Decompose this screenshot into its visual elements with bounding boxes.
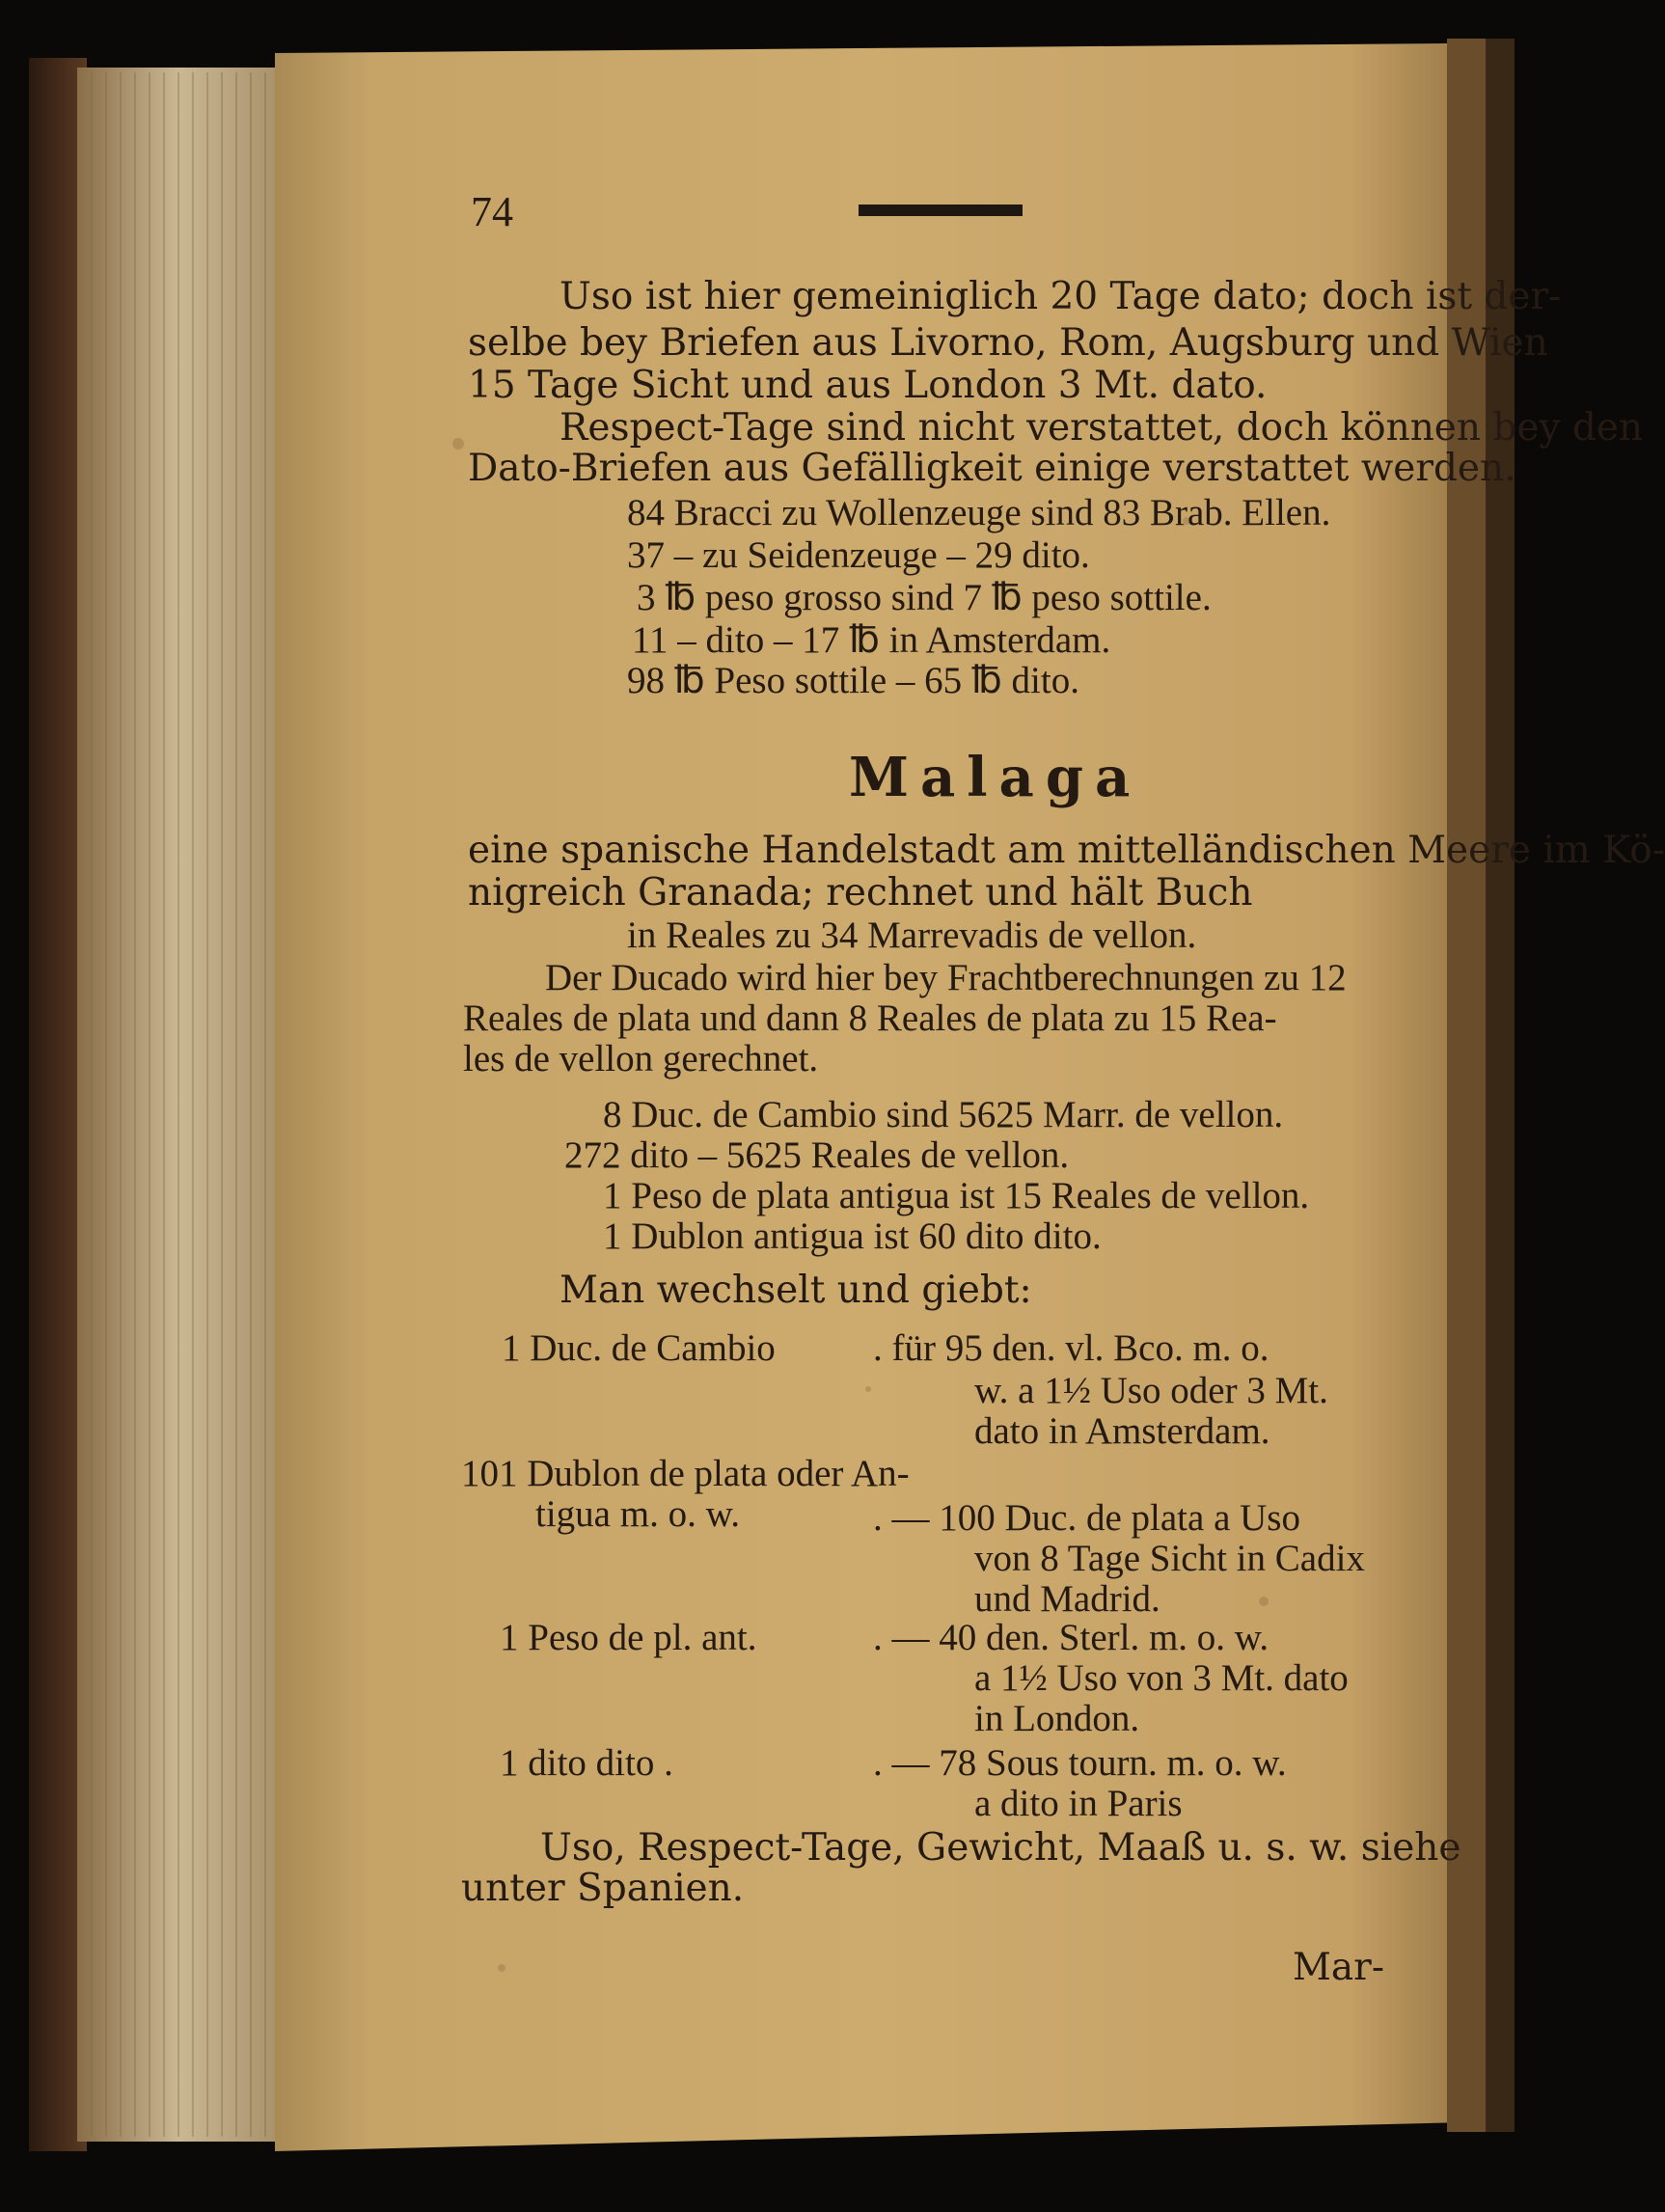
measure-line: 98 ℔ Peso sottile – 65 ℔ dito.: [627, 660, 1079, 701]
paragraph2-line: Respect‐Tage sind nicht verstattet, doch können bey den: [560, 406, 1644, 450]
equivalence-line: 1 Peso de plata antigua ist 15 Reales de vellon.: [603, 1175, 1310, 1216]
equivalence-line: 8 Duc. de Cambio sind 5625 Marr. de vellon.: [603, 1094, 1284, 1135]
measure-line: 3 ℔ peso grosso sind 7 ℔ peso sottile.: [637, 577, 1212, 618]
exchange-rate: und Madrid.: [974, 1578, 1160, 1620]
ducado-line: Reales de plata und dann 8 Reales de plata zu 15 Rea‐: [463, 997, 1277, 1039]
paragraph1-line: 15 Tage Sicht und aus London 3 Mt. dato.: [468, 364, 1268, 407]
ducado-line: Der Ducado wird hier bey Frachtberechnungen zu 12: [545, 957, 1347, 998]
exchange-rate: a dito in Paris: [974, 1783, 1183, 1824]
catchword: Mar‐: [1293, 1946, 1385, 1989]
exchange-intro: Man wechselt und giebt:: [560, 1269, 1032, 1312]
exchange-rate: . — 100 Duc. de plata a Uso: [873, 1497, 1300, 1539]
header-ornament-rule: [859, 205, 1023, 216]
intro-line: eine spanische Handelstadt am mittelländischen Meere im Kö‐: [468, 829, 1665, 872]
exchange-rate: w. a 1½ Uso oder 3 Mt.: [974, 1370, 1328, 1411]
exchange-rate: . für 95 den. vl. Bco. m. o.: [873, 1327, 1269, 1369]
paragraph1-line: selbe bey Briefen aus Livorno, Rom, Augsburg und Wien: [468, 321, 1548, 365]
page-number: 74: [471, 188, 513, 235]
exchange-rate: a 1½ Uso von 3 Mt. dato: [974, 1657, 1349, 1699]
intro-line: nigreich Granada; rechnet und hält Buch: [468, 871, 1253, 915]
exchange-item: 101 Dublon de plata oder An‐: [461, 1453, 910, 1494]
equivalence-line: 272 dito – 5625 Reales de vellon.: [564, 1134, 1070, 1176]
equivalence-line: 1 Dublon antigua ist 60 dito dito.: [603, 1215, 1102, 1257]
exchange-item: tigua m. o. w.: [535, 1493, 740, 1535]
exchange-item: 1 dito dito .: [500, 1742, 673, 1784]
exchange-rate: von 8 Tage Sicht in Cadix: [974, 1538, 1365, 1579]
closing-line: Uso, Respect‐Tage, Gewicht, Maaß u. s. w. siehe: [540, 1826, 1461, 1870]
exchange-rate: in London.: [974, 1698, 1140, 1739]
measure-line: 84 Bracci zu Wollenzeuge sind 83 Brab. Ellen.: [627, 492, 1331, 533]
exchange-rate: . — 78 Sous tourn. m. o. w.: [873, 1742, 1287, 1784]
closing-line: unter Spanien.: [461, 1867, 745, 1910]
ducado-line: les de vellon gerechnet.: [463, 1038, 819, 1079]
measure-line: 37 – zu Seidenzeuge – 29 dito.: [627, 534, 1090, 576]
exchange-rate: dato in Amsterdam.: [974, 1410, 1270, 1452]
exchange-item: 1 Peso de pl. ant.: [500, 1617, 757, 1658]
exchange-rate: . — 40 den. Sterl. m. o. w.: [873, 1617, 1269, 1658]
section-heading: Malaga: [849, 746, 1142, 809]
measure-line: 11 – dito – 17 ℔ in Amsterdam.: [632, 619, 1111, 661]
paragraph2-line: Dato‐Briefen aus Gefälligkeit einige verstattet werden.: [468, 447, 1516, 490]
intro-line: in Reales zu 34 Marrevadis de vellon.: [627, 915, 1197, 956]
exchange-item: 1 Duc. de Cambio: [502, 1327, 776, 1369]
paragraph1-line: Uso ist hier gemeiniglich 20 Tage dato; doch ist der‐: [560, 275, 1562, 318]
